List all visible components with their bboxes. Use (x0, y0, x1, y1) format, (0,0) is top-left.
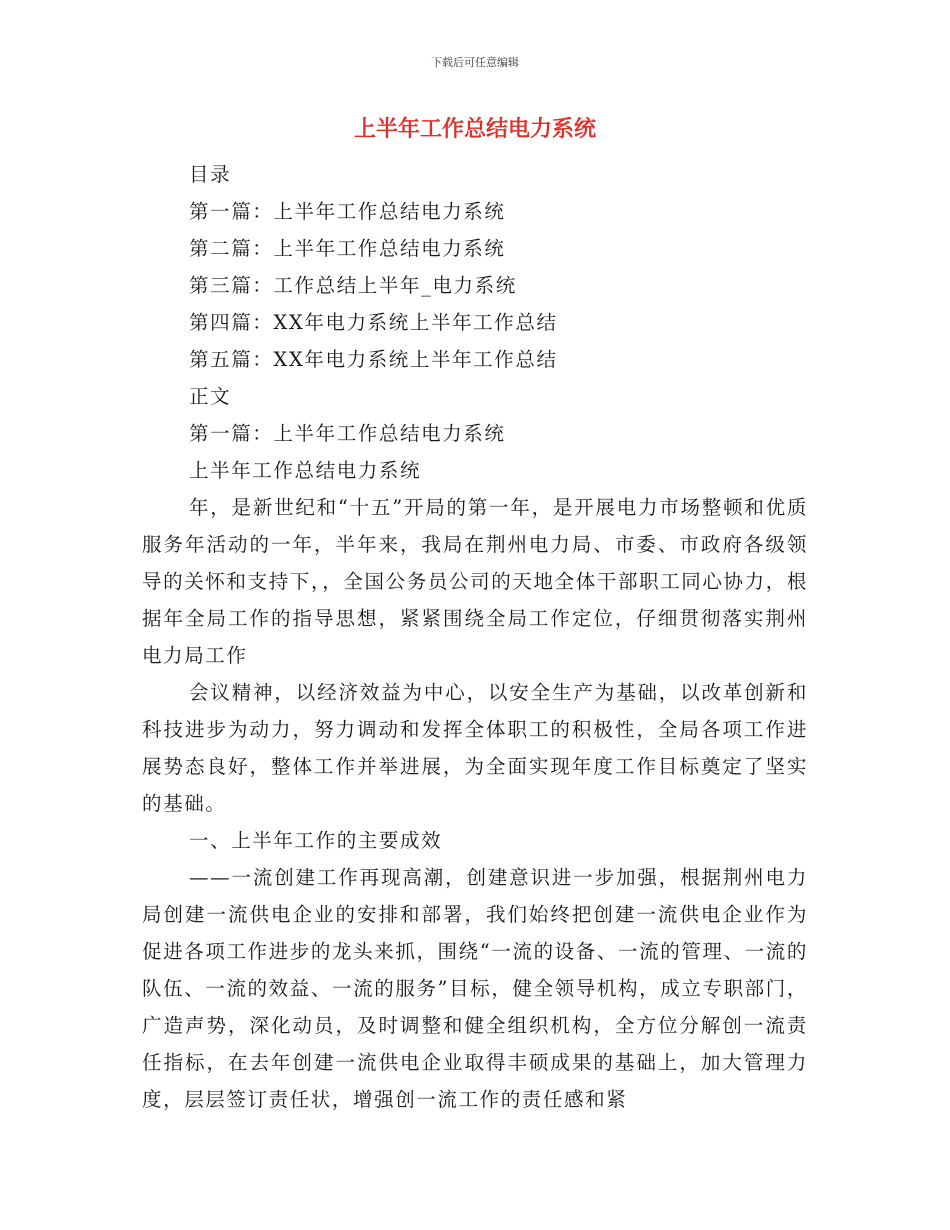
toc-item: 第二篇：上半年工作总结电力系统 (189, 237, 506, 260)
section-paragraph: ——一流创建工作再现高潮，创建意识进一步加强，根据荆州电力局创建一流供电企业的安排和部署，我们始终把创建一流供电企业作为促进各项工作进步的龙头来抓，围绕“一流的设备、一流的管理、一流的队伍、一流的效益、一流的服务”目标，健全领导机构，成立专职部门，广造声势，深化动员，及时调整和健全组织机构，全方位分解创一流责任指标，在去年创建一流供电企业取得丰硕成果的基础上，加大管理力度，层层签订责任状，增强创一流工作的责任感和紧 (142, 866, 808, 1111)
body-heading: 正文 (189, 385, 232, 408)
toc-item: 第一篇：上半年工作总结电力系统 (189, 200, 506, 223)
part-title: 第一篇：上半年工作总结电力系统 (189, 422, 506, 445)
body-paragraph: 年，是新世纪和“十五”开局的第一年，是开展电力市场整顿和优质服务年活动的一年，半年来，我局在荆州电力局、市委、市政府各级领导的关怀和支持下，，全国公务员公司的天地全体干部职工同心协力，根据年全局工作的指导思想，紧紧围绕全局工作定位，仔细贯彻落实荆州电力局工作 (142, 496, 808, 667)
sub-title: 上半年工作总结电力系统 (189, 459, 422, 482)
toc-heading: 目录 (189, 163, 232, 186)
document-title: 上半年工作总结电力系统 (353, 117, 596, 142)
section-heading: 一、上半年工作的主要成效 (189, 829, 443, 852)
document-body (142, 156, 808, 1118)
page-header: 下载后可任意编辑 (431, 56, 519, 69)
toc-item: 第四篇：XX年电力系统上半年工作总结 (189, 311, 558, 334)
toc-item: 第三篇：工作总结上半年_电力系统 (189, 274, 517, 297)
toc-item: 第五篇：XX年电力系统上半年工作总结 (189, 348, 558, 371)
body-paragraph: 会议精神，以经济效益为中心，以安全生产为基础，以改革创新和科技进步为动力，努力调动和发挥全体职工的积极性，全局各项工作进展势态良好，整体工作并举进展，为全面实现年度工作目标奠定了坚实的基础。 (142, 681, 808, 815)
